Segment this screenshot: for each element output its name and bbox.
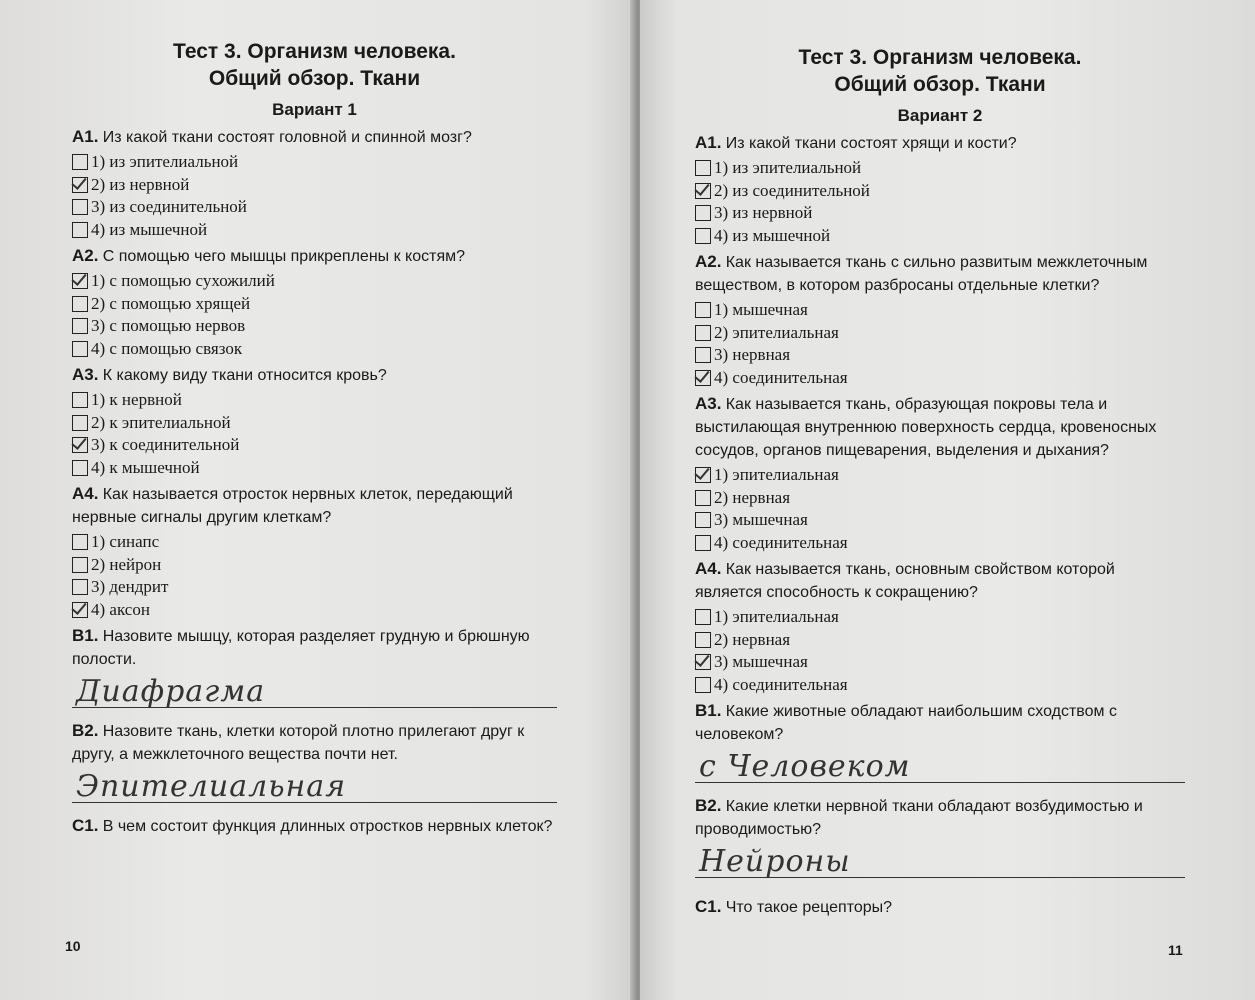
right-q1-option-3[interactable]	[695, 202, 1185, 225]
option-label: 4) к мышечной	[91, 457, 200, 477]
option-label: 3) дендрит	[91, 577, 169, 596]
checked-checkbox[interactable]	[695, 654, 711, 670]
checkbox[interactable]	[72, 341, 88, 357]
option-label: 3) мышечная	[714, 510, 808, 529]
option-label: 3) нервная	[714, 345, 791, 364]
option-label: 3) из нервной	[714, 203, 813, 222]
right-q1-option-1[interactable]	[695, 157, 1185, 180]
left-b1-answer-line[interactable]	[72, 673, 557, 708]
left-q1-option-2[interactable]	[72, 174, 557, 197]
option-label: 4) из мышечной	[714, 225, 831, 245]
left-page-number: 10	[65, 938, 81, 954]
left-variant: Вариант 1	[272, 100, 357, 119]
checkbox[interactable]	[72, 296, 88, 312]
right-title-line1: Тест 3. Организм человека.	[798, 46, 1082, 69]
checkbox[interactable]	[72, 154, 88, 170]
right-question-2: А2. Как называется ткань с сильно развитым межклеточным веществом, в котором разбросаны отдельные клетки?	[695, 252, 1148, 294]
option-label: 2) нервная	[714, 629, 791, 649]
checkbox[interactable]	[695, 609, 711, 625]
left-q3-option-2[interactable]	[72, 412, 557, 435]
right-b2-handwritten-answer: Нейроны	[699, 844, 851, 879]
right-questions	[695, 132, 1185, 696]
checkbox[interactable]	[72, 557, 88, 573]
left-q2-option-1[interactable]	[72, 270, 557, 293]
right-q3-option-4[interactable]	[695, 532, 1185, 555]
checkbox[interactable]	[695, 632, 711, 648]
option-label: 2) из соединительной	[714, 180, 870, 200]
left-q2-option-4[interactable]	[72, 338, 557, 361]
option-label: 4) с помощью связок	[91, 338, 243, 358]
checkbox[interactable]	[695, 325, 711, 341]
left-question-1: А1. Из какой ткани состоят головной и спинной мозг?	[72, 127, 472, 146]
right-content	[695, 44, 1185, 921]
option-label: 2) с помощью хрящей	[91, 293, 251, 313]
option-label: 3) из соединительной	[91, 197, 247, 216]
left-q1-option-4[interactable]	[72, 219, 557, 242]
left-questions	[72, 126, 557, 621]
option-label: 4) аксон	[91, 599, 150, 619]
checkbox[interactable]	[72, 392, 88, 408]
option-label: 2) из нервной	[91, 174, 190, 194]
right-q2-option-4[interactable]	[695, 367, 1185, 390]
right-title-line2: Общий обзор. Ткани	[834, 73, 1046, 96]
option-label: 1) с помощью сухожилий	[91, 271, 275, 290]
right-question-4: А4. Как называется ткань, основным свойством которой является способность к сокращению?	[695, 559, 1115, 601]
right-b1-answer-line[interactable]	[695, 748, 1185, 783]
checkbox[interactable]	[72, 460, 88, 476]
checked-checkbox[interactable]	[695, 467, 711, 483]
option-label: 1) мышечная	[714, 300, 808, 319]
checked-checkbox[interactable]	[72, 602, 88, 618]
right-q4-option-2[interactable]	[695, 629, 1185, 652]
checkbox[interactable]	[695, 205, 711, 221]
checkbox[interactable]	[695, 347, 711, 363]
right-q2-option-1[interactable]	[695, 299, 1185, 322]
right-question-3: А3. Как называется ткань, образующая покровы тела и выстилающая внутреннюю поверхность сердца, кровеносных сосудов, органов пищеварения, выделения и дыхания?	[695, 394, 1157, 459]
checkbox[interactable]	[695, 512, 711, 528]
left-q2-option-2[interactable]	[72, 293, 557, 316]
option-label: 1) из эпителиальной	[91, 152, 239, 171]
checkbox[interactable]	[72, 199, 88, 215]
left-q1-option-1[interactable]	[72, 151, 557, 174]
right-title	[695, 44, 1185, 98]
right-b1-question: В1. Какие животные обладают наибольшим сходством с человеком?	[695, 701, 1117, 743]
checkbox[interactable]	[72, 415, 88, 431]
left-title-line2: Общий обзор. Ткани	[208, 67, 421, 90]
left-question-4: А4. Как называется отросток нервных клеток, передающий нервные сигналы другим клеткам?	[72, 484, 513, 526]
left-q1-option-3[interactable]	[72, 196, 557, 219]
right-b2-answer-line[interactable]	[695, 843, 1185, 878]
left-b2-question: В2. Назовите ткань, клетки которой плотно прилегают друг к другу, а межклеточного вещества почти нет.	[72, 721, 525, 763]
left-question-2: А2. С помощью чего мышцы прикреплены к костям?	[72, 246, 466, 265]
right-variant: Вариант 2	[897, 106, 983, 125]
checked-checkbox[interactable]	[695, 183, 711, 199]
right-q2-option-3[interactable]	[695, 344, 1185, 367]
option-label: 1) из эпителиальной	[714, 158, 862, 177]
right-q1-option-4[interactable]	[695, 225, 1185, 248]
right-q2-option-2[interactable]	[695, 322, 1185, 345]
right-q4-option-4[interactable]	[695, 674, 1185, 697]
right-question-1: А1. Из какой ткани состоят хрящи и кости?	[695, 133, 1017, 152]
checkbox[interactable]	[72, 222, 88, 238]
right-q3-option-1[interactable]	[695, 464, 1185, 487]
left-q3-option-3[interactable]	[72, 434, 557, 457]
checkbox[interactable]	[695, 160, 711, 176]
right-q4-option-3[interactable]	[695, 651, 1185, 674]
checked-checkbox[interactable]	[72, 273, 88, 289]
checkbox[interactable]	[695, 677, 711, 693]
right-page	[640, 0, 1255, 1000]
left-b2-answer-line[interactable]	[72, 768, 557, 803]
left-content	[72, 38, 557, 840]
checked-checkbox[interactable]	[72, 177, 88, 193]
left-c1-question: С1. В чем состоит функция длинных отростков нервных клеток?	[72, 816, 553, 835]
option-label: 3) с помощью нервов	[91, 316, 246, 335]
right-q3-option-2[interactable]	[695, 487, 1185, 510]
left-b1-question: В1. Назовите мышцу, которая разделяет грудную и брюшную полости.	[72, 626, 530, 668]
left-question-3: А3. К какому виду ткани относится кровь?	[72, 365, 387, 384]
option-label: 4) соединительная	[714, 532, 848, 552]
right-b1-handwritten-answer: с Человеком	[699, 749, 911, 784]
option-label: 1) к нервной	[91, 390, 182, 409]
option-label: 1) эпителиальная	[714, 465, 839, 484]
right-q4-option-1[interactable]	[695, 606, 1185, 629]
checkbox[interactable]	[72, 534, 88, 550]
right-b2-question: В2. Какие клетки нервной ткани обладают возбудимостью и проводимостью?	[695, 796, 1143, 838]
right-q3-option-3[interactable]	[695, 509, 1185, 532]
option-label: 1) синапс	[91, 532, 160, 551]
checkbox[interactable]	[695, 228, 711, 244]
left-q4-option-4[interactable]	[72, 599, 557, 622]
left-q2-option-3[interactable]	[72, 315, 557, 338]
left-q4-option-2[interactable]	[72, 554, 557, 577]
option-label: 2) нейрон	[91, 554, 162, 574]
checkbox[interactable]	[695, 535, 711, 551]
option-label: 2) к эпителиальной	[91, 412, 231, 432]
checked-checkbox[interactable]	[72, 437, 88, 453]
checkbox[interactable]	[695, 490, 711, 506]
option-label: 2) нервная	[714, 487, 791, 507]
option-label: 4) из мышечной	[91, 219, 208, 239]
option-label: 4) соединительная	[714, 674, 848, 694]
left-title	[72, 38, 557, 92]
right-page-number: 11	[1168, 942, 1183, 958]
checked-checkbox[interactable]	[695, 370, 711, 386]
option-label: 3) к соединительной	[91, 435, 240, 454]
option-label: 4) соединительная	[714, 367, 848, 387]
left-b2-handwritten-answer: Эпителиальная	[76, 769, 347, 804]
left-title-line1: Тест 3. Организм человека.	[173, 40, 456, 63]
left-b1-handwritten-answer: Диафрагма	[76, 674, 266, 709]
checkbox[interactable]	[72, 579, 88, 595]
option-label: 2) эпителиальная	[714, 322, 839, 342]
checkbox[interactable]	[695, 302, 711, 318]
right-c1-question: С1. Что такое рецепторы?	[695, 897, 893, 916]
left-q4-option-3[interactable]	[72, 576, 557, 599]
left-q4-option-1[interactable]	[72, 531, 557, 554]
option-label: 3) мышечная	[714, 652, 808, 671]
left-q3-option-4[interactable]	[72, 457, 557, 480]
right-q1-option-2[interactable]	[695, 180, 1185, 203]
left-q3-option-1[interactable]	[72, 389, 557, 412]
option-label: 1) эпителиальная	[714, 607, 839, 626]
checkbox[interactable]	[72, 318, 88, 334]
